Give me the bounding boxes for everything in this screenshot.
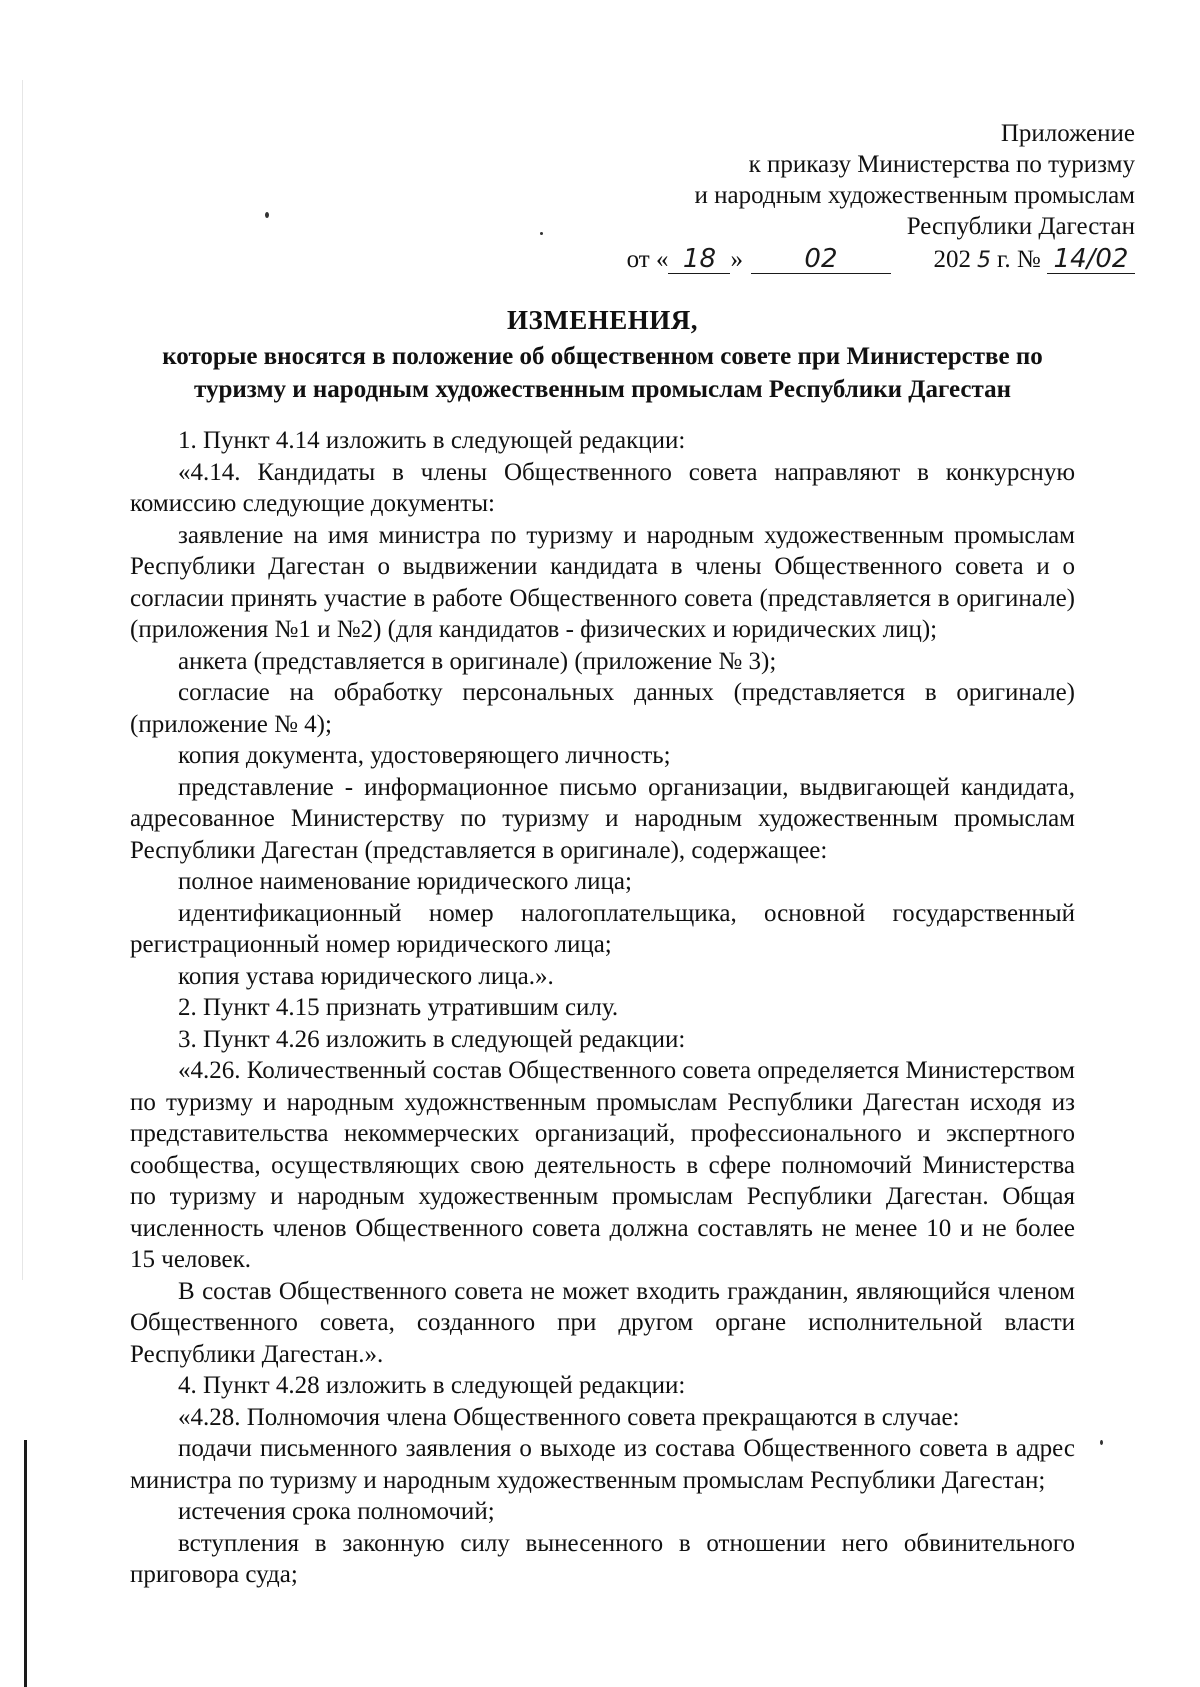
region-name-line: Республики Дагестан: [906, 213, 1135, 240]
paragraph: анкета (представляется в оригинале) (приложение № 3);: [178, 647, 777, 675]
appendix-header: [575, 118, 1135, 275]
paragraph: 2. Пункт 4.15 признать утратившим силу.: [178, 994, 619, 1021]
paragraph: подачи письменного заявления о выходе из состава Общественного совета в адрес министра по туризму и народным художественным промыслам Республики Дагестан;: [130, 1435, 1075, 1494]
title-subtitle-line-2: туризму и народным художественным промыслам Республики Дагестан: [194, 376, 1011, 403]
paragraph: 4. Пункт 4.28 изложить в следующей редакции:: [178, 1372, 686, 1399]
paragraph: 1. Пункт 4.14 изложить в следующей редакции:: [178, 427, 686, 454]
paragraph: представление - информационное письмо организации, выдвигающей кандидата, адресованное Министерству по туризму и народным художественным промыслам Республики Дагестан (представляется в оригинале), содержащее:: [130, 773, 1075, 864]
scan-shadow-line: [22, 80, 23, 1280]
paragraph: копия устава юридического лица.».: [178, 962, 554, 990]
handwritten-day: 18: [668, 245, 730, 274]
handwritten-year-digit: 5: [976, 248, 991, 273]
number-prefix: г. №: [996, 246, 1041, 273]
handwritten-order-number: 14/02: [1047, 245, 1135, 274]
scan-edge-mark: [24, 1440, 27, 1687]
scan-speck: [1100, 1440, 1103, 1445]
paragraph: В состав Общественного совета не может входить гражданин, являющийся членом Общественного совета, созданного при другом органе исполнительной власти Республики Дагестан.».: [130, 1277, 1075, 1368]
appendix-label: Приложение: [1000, 120, 1135, 147]
date-quote-close: »: [730, 246, 743, 273]
date-prefix: от «: [626, 246, 669, 273]
document-title: [130, 303, 1075, 405]
scan-speck: [540, 232, 543, 235]
scan-speck: [265, 212, 269, 218]
title-subtitle-line-1: которые вносятся в положение об общественном совете при Министерстве по: [162, 343, 1043, 370]
order-date-line: [575, 244, 1135, 275]
document-body: [130, 425, 1075, 1591]
paragraph: заявление на имя министра по туризму и народным художественным промыслам Республики Дагестан о выдвижении кандидата в члены Общественного совета и о согласии принять участие в работе Общественного совета (представляется в оригинале) (приложения №1 и №2) (для кандидатов - физических и юридических лиц);: [130, 521, 1075, 643]
year-prefix: 202: [933, 246, 971, 273]
paragraph: согласие на обработку персональных данных (представляется в оригинале) (приложение № 4);: [130, 679, 1075, 738]
paragraph: вступления в законную силу вынесенного в отношении него обвинительного приговора суда;: [130, 1529, 1075, 1588]
ministry-name-line: и народным художественным промыслам: [694, 182, 1135, 209]
paragraph: истечения срока полномочий;: [178, 1498, 495, 1525]
paragraph: 3. Пункт 4.26 изложить в следующей редакции:: [178, 1025, 686, 1053]
paragraph: «4.28. Полномочия члена Общественного совета прекращаются в случае:: [178, 1403, 960, 1431]
paragraph: идентификационный номер налогоплательщика, основной государственный регистрационный номер юридического лица;: [130, 899, 1075, 958]
paragraph: полное наименование юридического лица;: [178, 868, 632, 895]
paragraph: копия документа, удостоверяющего личность;: [178, 742, 671, 769]
paragraph: «4.26. Количественный состав Общественного совета определяется Министерством по туризму и народным художнственным промыслам Республики Дагестан исходя из представительства некоммерческих организаций, профессионального и экспертного сообщества, осуществляющих свою деятельность в сфере полномочий Министерства по туризму и народным художественным промыслам Республики Дагестан. Общая численность членов Общественного совета должна составлять не менее 10 и не более 15 человек.: [130, 1057, 1075, 1273]
handwritten-month: 02: [751, 245, 891, 274]
order-reference-line: к приказу Министерства по туризму: [748, 151, 1135, 178]
title-main: ИЗМЕНЕНИЯ,: [506, 305, 698, 335]
paragraph: «4.14. Кандидаты в члены Общественного совета направляют в конкурсную комиссию следующие документы:: [130, 458, 1075, 517]
